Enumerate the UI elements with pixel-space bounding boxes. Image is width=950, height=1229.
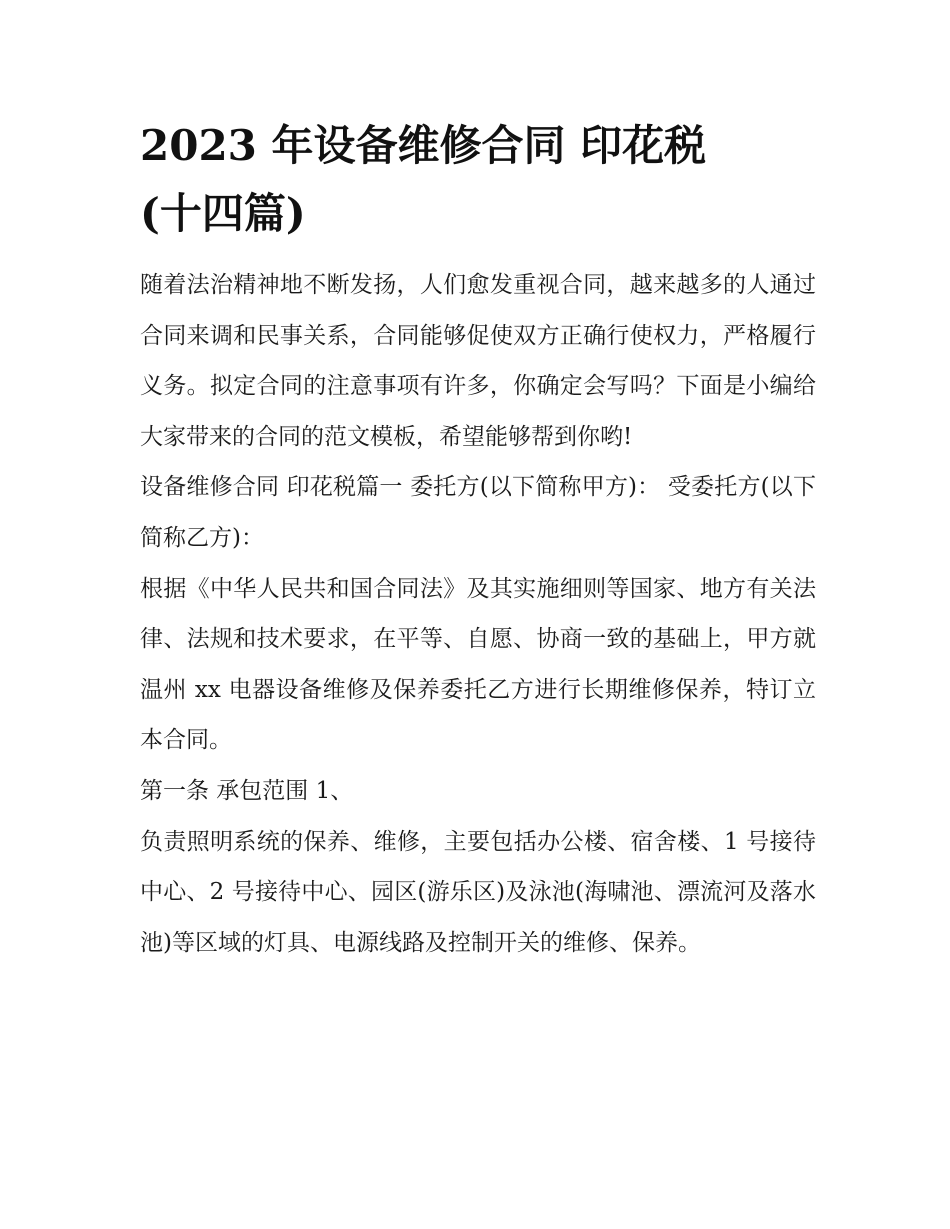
paragraph-parties: 设备维修合同 印花税篇一 委托方(以下简称甲方)： 受委托方(以下简称乙方)： [140,474,816,551]
paragraph-article-1: 第一条 承包范围 1、 [140,777,354,804]
document-title [140,112,816,248]
title-spacer [140,248,816,260]
paragraph-intro: 随着法治精神地不断发扬，人们愈发重视合同，越来越多的人通过合同来调和民事关系，合同能够促使双方正确行使权力，严格履行义务。拟定合同的注意事项有许多，你确定会写吗？下面是小编给大家带来的合同的范文模板，希望能够帮到你哟! [140,272,816,450]
paragraph-scope: 负责照明系统的保养、维修，主要包括办公楼、宿舍楼、1 号接待中心、2 号接待中心、园区(游乐区)及泳池(海啸池、漂流河及落水池)等区域的灯具、电源线路及控制开关的维修、保养。 [140,828,816,956]
title-line-1: 2023 年设备维修合同 印花税 [140,121,707,170]
document-content [140,112,816,968]
paragraph-basis: 根据《中华人民共和国合同法》及其实施细则等国家、地方有关法律、法规和技术要求，在平等、自愿、协商一致的基础上，甲方就温州 xx 电器设备维修及保养委托乙方进行长期维修保养，特订立本合同。 [140,575,816,754]
title-line-2: (十四篇) [140,189,306,238]
